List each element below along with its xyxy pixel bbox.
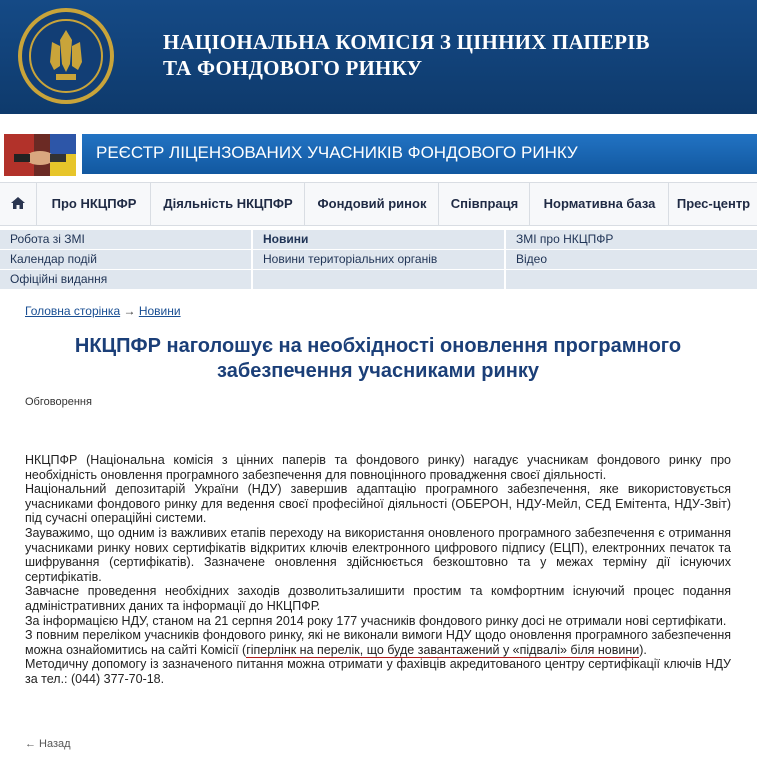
nav-press-center[interactable]: Прес-центр <box>668 183 757 225</box>
site-title-line1: НАЦІОНАЛЬНА КОМІСІЯ З ЦІННИХ ПАПЕРІВ <box>163 30 650 54</box>
back-link[interactable]: ← Назад <box>25 738 71 750</box>
handshake-photo <box>4 134 76 176</box>
main-navigation <box>0 182 757 226</box>
subnav-empty-cell <box>253 270 504 289</box>
article-paragraph: Завчасне проведення необхідних заходів дозволитьзалишити простим та комфортним існуючий процес подання адміністративних даних та інформації до НКЦПФР. <box>25 584 731 613</box>
breadcrumb-home-link[interactable]: Головна сторінка <box>25 304 121 318</box>
article-text: ). <box>639 642 647 657</box>
registry-banner[interactable] <box>0 134 757 176</box>
nav-stock-market[interactable]: Фондовий ринок <box>304 183 439 225</box>
home-icon <box>10 196 26 210</box>
hyperlink-placeholder[interactable]: гіперлінк на перелік, що буде завантажений у «підвалі» біля новини <box>246 642 640 657</box>
article-body <box>25 453 731 687</box>
site-title-line2: ТА ФОНДОВОГО РИНКУ <box>163 56 423 80</box>
article-text: З повним переліком учасників фондового ринку, які не виконали вимоги НДУ щодо оновлення програмного забезпечення можна ознайомитись на сайті Комісії ( <box>25 628 731 657</box>
subnav-media-work[interactable]: Робота зі ЗМІ <box>0 230 251 249</box>
subnav-events-calendar[interactable]: Календар подій <box>0 250 251 269</box>
nav-about[interactable]: Про НКЦПФР <box>36 183 151 225</box>
subnav-media-about[interactable]: ЗМІ про НКЦПФР <box>506 230 757 249</box>
article-paragraph: НКЦПФР (Національна комісія з цінних паперів та фондового ринку) нагадує учасникам фондового ринку про необхідність оновлення програмного забезпечення для повноцінного провадження своєї діяльності. <box>25 453 731 482</box>
breadcrumb-separator: → <box>123 304 136 318</box>
subnav-official-publications[interactable]: Офіційні видання <box>0 270 251 289</box>
article-paragraph: Зауважимо, що одним із важливих етапів переходу на використання оновленого програмного забезпечення є отримання учасниками ринку нових сертифікатів відкритих ключів електронного цифрового підпису (ЕЦП), електронних печаток та шифрування (сертифікатів). Зазначене оновлення здійснюється безкоштовно та у межах терміну дії існуючих сертифікатів. <box>25 525 731 584</box>
nav-cooperation[interactable]: Співпраця <box>438 183 530 225</box>
registry-label: РЕЄСТР ЛІЦЕНЗОВАНИХ УЧАСНИКІВ ФОНДОВОГО РИНКУ <box>96 143 578 162</box>
nav-activity[interactable]: Діяльність НКЦПФР <box>150 183 305 225</box>
registry-bar[interactable] <box>82 134 757 174</box>
commission-seal-logo[interactable] <box>16 6 116 106</box>
press-center-subnav <box>0 230 757 290</box>
subnav-empty-cell <box>506 270 757 289</box>
article-paragraph: Національний депозитарій України (НДУ) завершив адаптацію програмного забезпечення, яке використовується учасниками фондового ринку для ведення своєї професійної діяльності (ОБЕРОН, НДУ-Мейл, СЕД Емітента, НДУ-Звіт) під сучасні операційні системи. <box>25 482 731 526</box>
article-paragraph <box>25 628 731 657</box>
nav-regulatory-base[interactable]: Нормативна база <box>529 183 669 225</box>
subnav-news[interactable]: Новини <box>253 230 504 249</box>
site-title[interactable] <box>163 29 650 81</box>
home-button[interactable] <box>0 183 35 225</box>
site-header <box>0 0 757 114</box>
page-title: НКЦПФР наголошує на необхідності оновлення програмного забезпечення учасниками ринку <box>74 335 682 382</box>
article-paragraph: За інформацією НДУ, станом на 21 серпня 2014 року 177 учасників фондового ринку досі не отримали нові сертифікати. <box>25 613 727 628</box>
breadcrumb <box>25 304 181 318</box>
breadcrumb-news-link[interactable]: Новини <box>138 304 181 318</box>
article-paragraph: Методичну допомогу із зазначеного питання можна отримати у фахівців акредитованого центру сертифікації ключів НДУ за тел.: (044) 377-70-18. <box>25 657 731 686</box>
discussion-link[interactable]: Обговорення <box>25 396 92 408</box>
subnav-territorial-news[interactable]: Новини територіальних органів <box>253 250 504 269</box>
subnav-video[interactable]: Відео <box>506 250 757 269</box>
